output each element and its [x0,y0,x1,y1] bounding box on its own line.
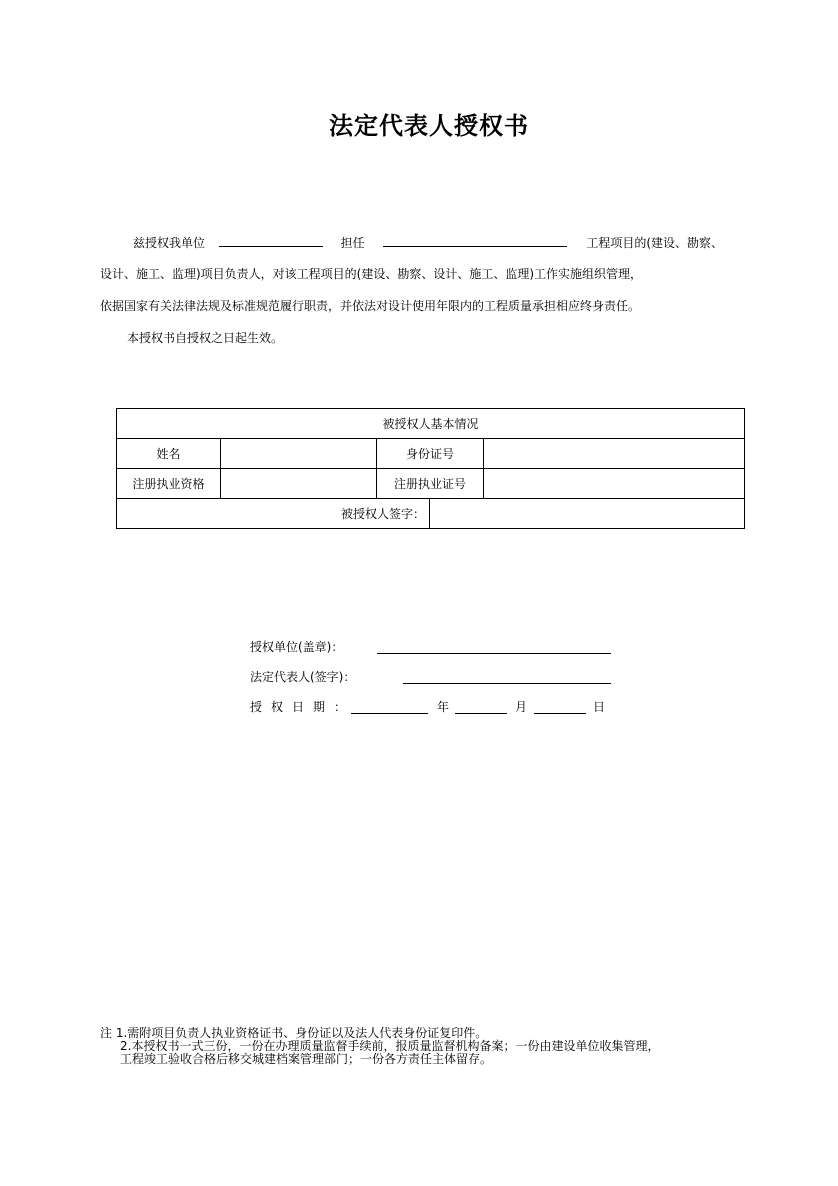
year-blank[interactable] [351,712,428,714]
notes-section [100,1027,659,1066]
authorization-line-3: 依据国家有关法律法规及标准规范履行职责，并依法对设计使用年限内的工程质量承担相应终身责任。 [100,299,641,313]
authorize-unit-text: 兹授权我单位 [133,236,206,250]
document-title: 法定代表人授权书 [329,112,529,140]
authorizing-unit-label: 授权单位(盖章)： [250,640,344,654]
authorization-date-row [250,698,606,715]
note-1: 注 1.需附项目负责人执业资格证书、身份证以及法人代表身份证复印件。 [100,1026,488,1040]
name-label: 姓名 [117,439,221,469]
authorization-date-label: 授权日期： [250,700,356,714]
day-unit: 日 [593,700,606,714]
certificate-number-label: 注册执业证号 [377,469,484,499]
authorized-person-blank[interactable] [219,234,323,247]
authorization-line-1 [133,234,723,251]
signature-label: 被授权人签字： [117,499,430,529]
signature-field[interactable] [430,499,745,529]
project-name-blank[interactable] [383,234,567,247]
table-header: 被授权人基本情况 [117,409,745,439]
project-type-text: 工程项目的(建设、勘察、 [586,236,724,250]
effective-statement: 本授权书自授权之日起生效。 [127,331,284,345]
year-unit: 年 [437,700,450,714]
certificate-number-field[interactable] [484,469,745,499]
id-number-field[interactable] [484,439,745,469]
note-3: 工程竣工验收合格后移交城建档案管理部门；一份各方责任主体留存。 [120,1052,493,1066]
day-blank[interactable] [534,712,586,714]
authorizing-unit-row [250,638,343,655]
legal-representative-row [250,668,355,685]
serve-as-text: 担任 [340,236,365,250]
name-field[interactable] [221,439,377,469]
qualification-label: 注册执业资格 [117,469,221,499]
qualification-field[interactable] [221,469,377,499]
authorized-person-info-table [116,408,745,529]
legal-representative-blank[interactable] [403,682,611,684]
month-unit: 月 [515,700,528,714]
authorization-line-2: 设计、施工、监理)项目负责人，对该工程项目的(建设、勘察、设计、施工、监理)工作实施组织管理， [100,267,643,281]
authorizing-unit-blank[interactable] [377,652,611,654]
note-2: 2.本授权书一式三份，一份在办理质量监督手续前，报质量监督机构备案；一份由建设单位收集管理， [120,1039,660,1053]
month-blank[interactable] [455,712,507,714]
id-number-label: 身份证号 [377,439,484,469]
legal-representative-label: 法定代表人(签字)： [250,670,356,684]
